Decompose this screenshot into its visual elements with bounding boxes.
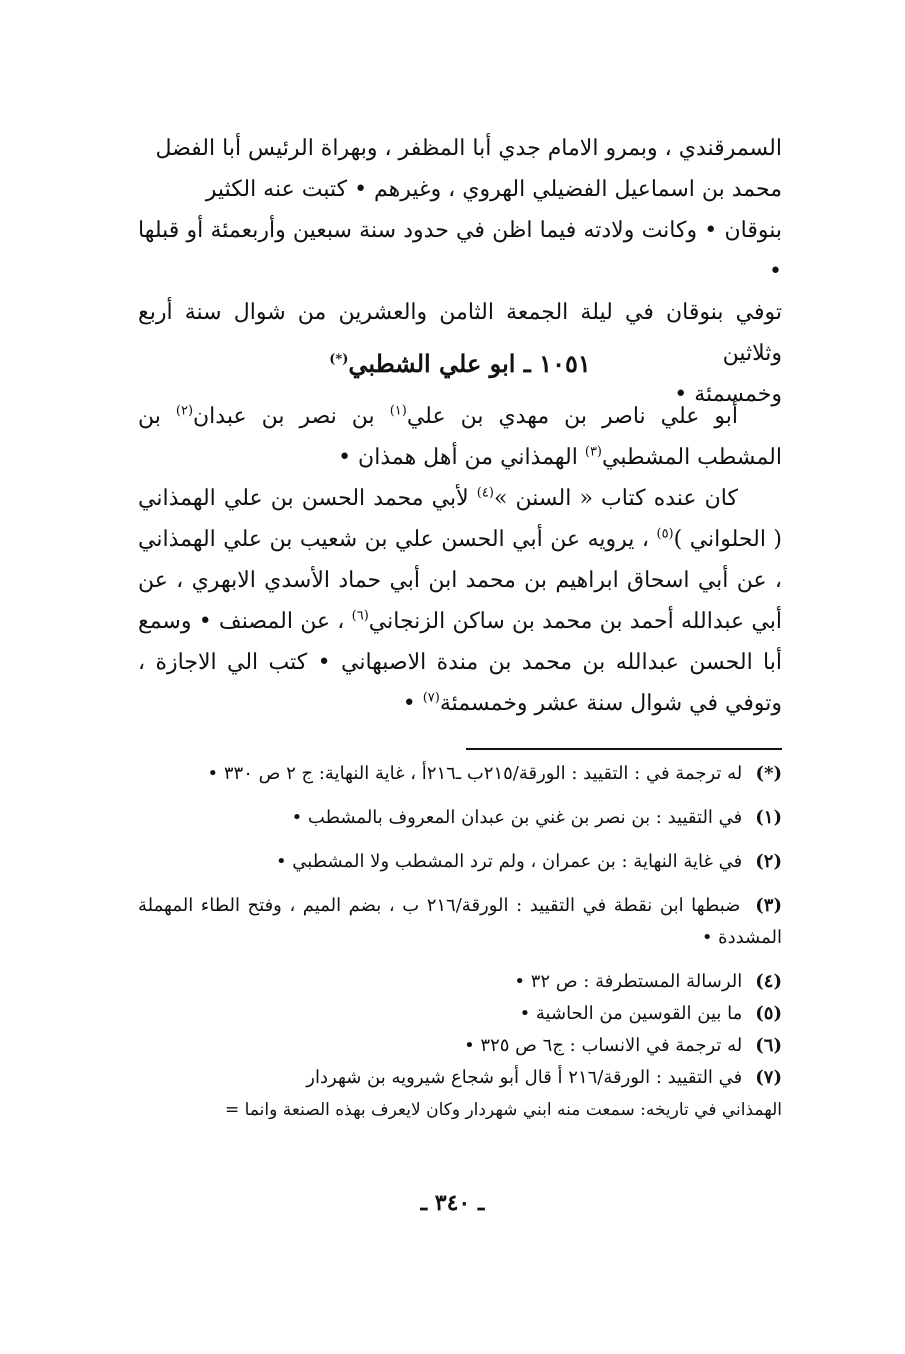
intro-line: السمرقندي ، وبمرو الامام جدي أبا المظفر ، وبهراة الرئيس أبا الفضل	[155, 136, 782, 161]
p2-segment-d: ، عن المصنف • وسمع أبا الحسن عبدالله بن محمد بن مندة الاصبهاني • كتب الي الاجازة ، وتوفي في شوال سنة عشر وخمسمئة	[138, 609, 782, 716]
footnote-ref-2: (٢)	[175, 403, 194, 419]
footnote	[138, 966, 782, 998]
footnote-text: في غاية النهاية : بن عمران ، ولم ترد المشطب ولا المشطبي •	[275, 851, 743, 872]
footnote-ref-4: (٤)	[476, 485, 494, 501]
entry-heading	[138, 340, 782, 388]
footnote	[138, 1062, 782, 1094]
footnote-number: (٦)	[755, 1035, 782, 1056]
footnote-ref-1: (١)	[389, 403, 407, 419]
footnote	[138, 1030, 782, 1062]
footnote-number: (٢)	[755, 851, 782, 872]
footnote-ref-5: (٥)	[656, 526, 674, 542]
p2-segment-c: ، يرويه عن أبي الحسن علي بن شعيب بن علي الهمذاني ، عن أبي اسحاق ابراهيم بن محمد ابن أبي حماد الأسدي الابهري ، عن أبي عبدالله أحمد بن محمد بن ساكن الزنجاني	[138, 527, 782, 634]
footnote-text: في التقييد : بن نصر بن غني بن عبدان المعروف بالمشطب •	[291, 807, 743, 828]
footnote-number: (٥)	[755, 1003, 782, 1024]
footnote-number: (٧)	[755, 1067, 782, 1088]
p1-segment-d: الهمذاني من أهل همذان •	[338, 445, 585, 470]
intro-line: توفي بنوقان في ليلة الجمعة الثامن والعشرين من شوال سنة أربع وثلاثين	[138, 300, 782, 366]
p1-segment-c: بن المشطب المشطبي	[138, 404, 782, 470]
entry-paragraph-2	[138, 478, 782, 724]
footnote-number: (٤)	[755, 971, 782, 992]
entry-paragraph-1	[138, 396, 782, 478]
intro-line: محمد بن اسماعيل الفضيلي الهروي ، وغيرهم • كتبت عنه الكثير	[205, 177, 782, 202]
footnotes	[138, 758, 782, 1126]
footnote-text: ما بين القوسين من الحاشية •	[519, 1003, 743, 1024]
footnote-divider	[466, 748, 782, 750]
p1-segment-a: أبو علي ناصر بن مهدي بن علي	[406, 404, 738, 429]
entry-body	[138, 396, 782, 724]
footnote	[138, 998, 782, 1030]
footnote	[138, 890, 782, 954]
footnote-ref-7: (٧)	[422, 690, 440, 706]
entry-heading-text: ١٠٥١ ـ ابو علي الشطبي	[348, 349, 591, 378]
footnote-number: (*)	[755, 763, 782, 784]
footnote-number: (١)	[755, 807, 782, 828]
footnote-ref-6: (٦)	[351, 608, 369, 624]
footnote-ref-3: (٣)	[584, 444, 602, 460]
footnote	[138, 802, 782, 834]
p2-segment-b: لأبي محمد الحسن بن علي الهمذاني ( الحلواني )	[138, 486, 783, 552]
intro-line: وخمسمئة •	[674, 382, 782, 407]
footnote	[138, 758, 782, 790]
footnote-text: الرسالة المستطرفة : ص ٣٢ •	[514, 971, 743, 992]
footnote-text: له ترجمة في الانساب : ج٦ ص ٣٢٥ •	[464, 1035, 743, 1056]
p2-segment-a: كان عنده كتاب « السنن »	[493, 486, 738, 511]
footnote-text: ضبطها ابن نقطة في التقييد : الورقة/٢١٦ ب ، بضم الميم ، وفتح الطاء المهملة المشددة •	[138, 895, 782, 948]
footnote-text: في التقييد : الورقة/٢١٦ أ قال أبو شجاع شيرويه بن شهردار	[306, 1067, 743, 1088]
footnote	[138, 846, 782, 878]
footnote-text: له ترجمة في : التقييد : الورقة/٢١٥ب ـ٢١٦أ ، غاية النهاية: ج ٢ ص ٣٣٠ •	[207, 763, 743, 784]
p2-segment-e: •	[402, 691, 423, 716]
footnote-number: (٣)	[755, 895, 782, 916]
entry-heading-mark: (*)	[329, 352, 349, 367]
intro-line: بنوقان • وكانت ولادته فيما اظن في حدود سنة سبعين وأربعمئة أو قبلها •	[138, 218, 782, 284]
page-number: ـ ٣٤٠ ـ	[420, 1190, 485, 1216]
p1-segment-b: بن نصر بن عبدان	[193, 404, 390, 429]
footnote-continuation: الهمذاني في تاريخه: سمعت منه ابني شهردار وكان لايعرف بهذه الصنعة وانما =	[225, 1100, 782, 1120]
